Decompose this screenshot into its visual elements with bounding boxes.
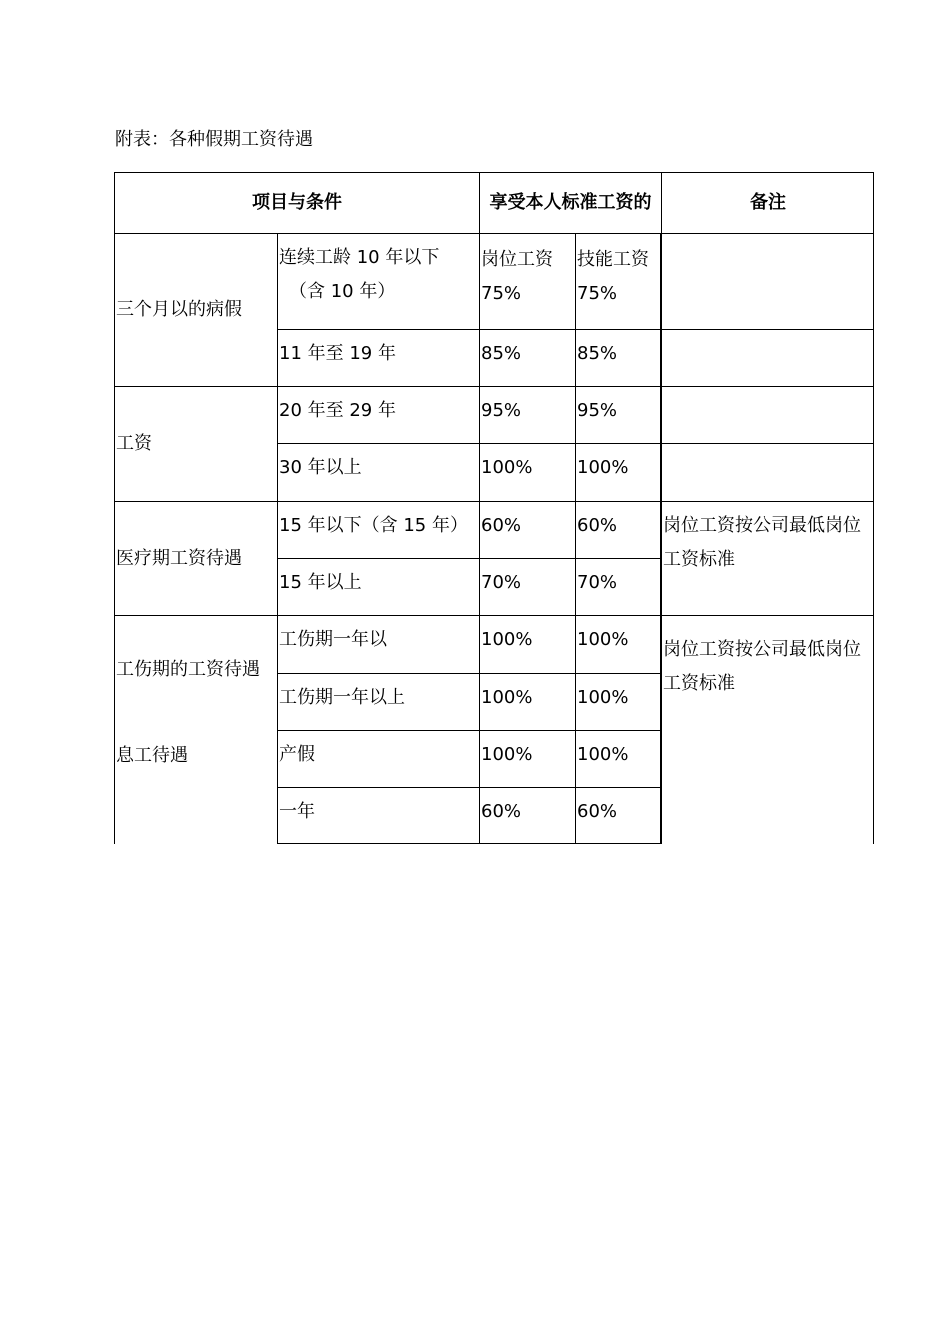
skill-wage-value: 85% [577, 343, 618, 364]
condition-text: 工伤期一年以上 [279, 687, 405, 708]
table-row-3-condition [277, 386, 479, 443]
group-medical-label: 医疗期工资待遇 [116, 547, 242, 569]
group-medical [114, 501, 277, 615]
table-row-3-post [479, 386, 575, 443]
table-row-6-skill [575, 558, 661, 615]
table-row-8-post [479, 673, 575, 730]
post-wage-value: 100% [481, 629, 533, 650]
group-rest-label: 息工待遇 [116, 745, 188, 766]
remark-injury [661, 615, 874, 844]
post-wage-value: 70% [481, 572, 522, 593]
table-row-2-skill [575, 329, 661, 386]
condition-line-2: （含 10 年） [289, 281, 396, 302]
group-salary [114, 386, 277, 501]
group-salary-label: 工资 [116, 433, 152, 454]
group-injury-label: 工伤期的工资待遇 [116, 659, 260, 680]
table-row-10-post [479, 787, 575, 844]
remark-medical-line-2: 工资标准 [663, 549, 735, 570]
skill-wage-value: 60% [577, 515, 618, 536]
table-row-7-post [479, 615, 575, 673]
post-wage-value: 100% [481, 457, 533, 478]
table-row-7-skill [575, 615, 661, 673]
skill-wage-value: 70% [577, 572, 618, 593]
condition-text: 15 年以上 [279, 572, 362, 593]
table-row-7-condition [277, 615, 479, 673]
skill-wage-value: 100% [577, 744, 629, 765]
table-row-1-skill [575, 233, 661, 329]
table-row-8-condition [277, 673, 479, 730]
condition-line-1: 连续工龄 10 年以下 [279, 247, 440, 268]
table-row-1-remark [661, 233, 874, 329]
header-ratio-label: 享受本人标准工资的 [489, 192, 652, 213]
table-row-6-post [479, 558, 575, 615]
table-row-5-skill [575, 501, 661, 558]
table-bottom-border [277, 843, 661, 844]
table-row-10-skill [575, 787, 661, 844]
header-remark [661, 172, 874, 233]
ratio-column-right-border [660, 233, 661, 844]
skill-wage-value: 100% [577, 687, 629, 708]
table-row-4-skill [575, 443, 661, 501]
header-remark-label: 备注 [750, 192, 786, 213]
table-row-3-remark [661, 386, 874, 443]
skill-wage-value: 100% [577, 629, 629, 650]
condition-text: 11 年至 19 年 [279, 343, 396, 364]
table-row-8-skill [575, 673, 661, 730]
post-wage-value: 100% [481, 744, 533, 765]
table-row-1-post [479, 233, 575, 329]
post-wage-value: 60% [481, 801, 522, 822]
condition-text: 20 年至 29 年 [279, 400, 396, 421]
table-right-border [873, 172, 874, 844]
skill-wage-value: 75% [577, 283, 618, 304]
table-row-6-condition [277, 558, 479, 615]
table-row-3-skill [575, 386, 661, 443]
group-sick-label: 三个月以的病假 [116, 299, 242, 320]
table-row-2-remark [661, 329, 874, 386]
remark-medical [661, 501, 874, 615]
header-item [114, 172, 479, 233]
table-row-10-condition [277, 787, 479, 844]
table-row-5-post [479, 501, 575, 558]
table-row-2-post [479, 329, 575, 386]
post-wage-label: 岗位工资 [481, 249, 553, 270]
table-row-2-condition [277, 329, 479, 386]
condition-text: 30 年以上 [279, 457, 362, 478]
remark-injury-line-1: 岗位工资按公司最低岗位 [663, 639, 861, 660]
condition-text: 一年 [279, 801, 315, 822]
group-sick [114, 233, 277, 386]
post-wage-value: 85% [481, 343, 522, 364]
table-row-9-condition [277, 730, 479, 787]
remark-injury-line-2: 工资标准 [663, 673, 735, 694]
post-wage-value: 75% [481, 283, 522, 304]
table-row-9-skill [575, 730, 661, 787]
table-caption: 附表：各种假期工资待遇 [115, 129, 313, 150]
table-row-1-condition [277, 233, 479, 329]
table-row-4-post [479, 443, 575, 501]
condition-text: 15 年以下（含 15 年） [279, 515, 468, 536]
group-injury [114, 615, 277, 844]
skill-wage-value: 100% [577, 457, 629, 478]
table-row-4-remark [661, 443, 874, 501]
header-item-label: 项目与条件 [252, 192, 342, 213]
skill-wage-label: 技能工资 [577, 249, 649, 270]
condition-text: 工伤期一年以 [279, 629, 387, 650]
skill-wage-value: 60% [577, 801, 618, 822]
table-row-9-post [479, 730, 575, 787]
table-row-5-condition [277, 501, 479, 558]
post-wage-value: 95% [481, 400, 522, 421]
remark-medical-line-1: 岗位工资按公司最低岗位 [663, 515, 861, 536]
header-ratio [479, 172, 661, 233]
post-wage-value: 100% [481, 687, 533, 708]
post-wage-value: 60% [481, 515, 522, 536]
condition-text: 产假 [279, 744, 315, 765]
skill-wage-value: 95% [577, 400, 618, 421]
table-row-4-condition [277, 443, 479, 501]
